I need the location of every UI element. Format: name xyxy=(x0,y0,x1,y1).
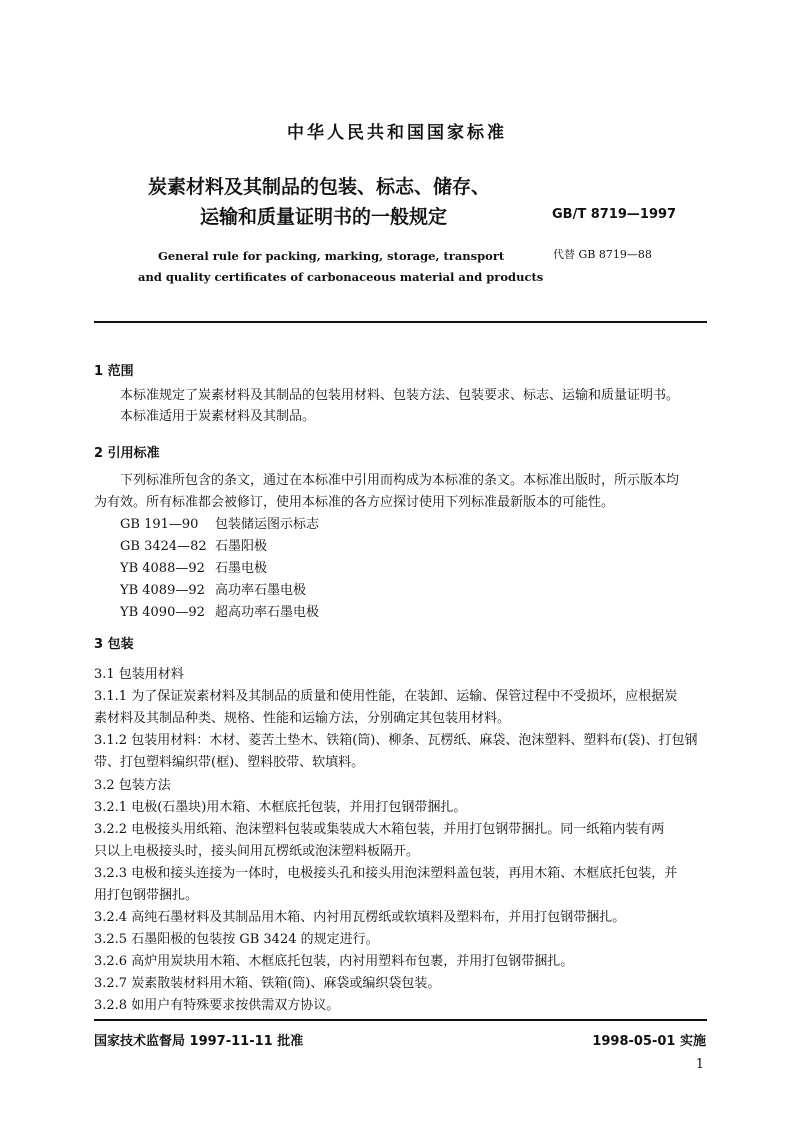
section-2-heading: 2 引用标准 xyxy=(94,446,160,461)
clause-3-1-2-line1: 3.1.2 包装用材料：木材、菱苦土垫木、铁箱(筒)、柳条、瓦楞纸、麻袋、泡沫塑料、塑料布(袋)、打包钢 xyxy=(94,733,698,748)
ref-code: YB 4090—92 xyxy=(120,605,205,620)
clause-3-2-1: 3.2.1 电极(石墨块)用木箱、木框底托包装，并用打包钢带捆扎。 xyxy=(94,800,467,815)
page-number: 1 xyxy=(695,1057,704,1072)
clause-3-1-1-line2: 素材料及其制品种类、规格、性能和运输方法，分别确定其包装用材料。 xyxy=(94,711,511,726)
ref-code: YB 4088—92 xyxy=(120,561,205,576)
ref-name: 高功率石墨电极 xyxy=(215,583,307,598)
ref-code: YB 4089—92 xyxy=(120,583,205,598)
clause-3-1-1-line1: 3.1.1 为了保证炭素材料及其制品的质量和使用性能，在装卸、运输、保管过程中不受损坏，应根据炭 xyxy=(94,689,678,704)
ref-name: 超高功率石墨电极 xyxy=(215,605,320,620)
ref-name: 石墨阳极 xyxy=(215,539,268,554)
clause-3-2-3-line1: 3.2.3 电极和接头连接为一体时，电极接头孔和接头用泡沫塑料盖包装，再用木箱、木框底托包装，并 xyxy=(94,866,678,881)
section-1-para-1: 本标准规定了炭素材料及其制品的包装用材料、包装方法、包装要求、标志、运输和质量证明书。 xyxy=(120,388,680,403)
clause-3-2-3-line2: 用打包钢带捆扎。 xyxy=(94,888,199,903)
section-1-para-2: 本标准适用于炭素材料及其制品。 xyxy=(120,409,316,424)
header-rule xyxy=(94,321,707,323)
clause-3-2-6: 3.2.6 高炉用炭块用木箱、木框底托包装，内衬用塑料布包裹，并用打包钢带捆扎。 xyxy=(94,954,574,969)
clause-3-2-7: 3.2.7 炭素散装材料用木箱、铁箱(筒)、麻袋或编织袋包装。 xyxy=(94,976,441,991)
clause-3-2-2-line2: 只以上电极接头时，接头间用瓦楞纸或泡沫塑料板隔开。 xyxy=(94,844,420,859)
english-title-line1: General rule for packing, marking, storage, transport xyxy=(158,249,505,263)
replaces-standard: 代替 GB 8719—88 xyxy=(553,248,652,261)
clause-3-2-2-line1: 3.2.2 电极接头用纸箱、泡沫塑料包装或集装成大木箱包装，并用打包钢带捆扎。同一纸箱内装有两 xyxy=(94,822,665,837)
clause-3-2: 3.2 包装方法 xyxy=(94,778,171,793)
approval-info: 国家技术监督局 1997-11-11 批准 xyxy=(94,1034,304,1049)
clause-3-1: 3.1 包装用材料 xyxy=(94,667,184,682)
doc-title-line1: 炭素材料及其制品的包装、标志、储存、 xyxy=(148,176,491,198)
org-title: 中华人民共和国国家标准 xyxy=(287,123,507,143)
ref-code: GB 3424—82 xyxy=(120,539,207,554)
effective-date: 1998-05-01 实施 xyxy=(592,1034,706,1049)
clause-3-2-8: 3.2.8 如用户有特殊要求按供需双方协议。 xyxy=(94,998,340,1013)
ref-name: 包装储运图示标志 xyxy=(215,517,320,532)
clause-3-2-5: 3.2.5 石墨阳极的包装按 GB 3424 的规定进行。 xyxy=(94,932,379,947)
ref-name: 石墨电极 xyxy=(215,561,268,576)
ref-code: GB 191—90 xyxy=(120,517,199,532)
section-2-para-line1: 下列标准所包含的条文，通过在本标准中引用而构成为本标准的条文。本标准出版时，所示版本均 xyxy=(120,473,680,488)
doc-title-line2: 运输和质量证明书的一般规定 xyxy=(200,206,448,228)
clause-3-2-4: 3.2.4 高纯石墨材料及其制品用木箱、内衬用瓦楞纸或软填料及塑料布，并用打包钢带捆扎。 xyxy=(94,910,626,925)
english-title-line2: and quality certificates of carbonaceous material and products xyxy=(138,270,544,284)
clause-3-1-2-line2: 带、打包塑料编织带(框)、塑料胶带、软填料。 xyxy=(94,755,365,770)
section-1-heading: 1 范围 xyxy=(94,364,134,379)
standard-number: GB/T 8719—1997 xyxy=(552,207,677,222)
footer-rule xyxy=(94,1019,707,1021)
section-2-para-line2: 为有效。所有标准都会被修订，使用本标准的各方应探讨使用下列标准最新版本的可能性。 xyxy=(94,495,615,510)
section-3-heading: 3 包装 xyxy=(94,637,134,652)
